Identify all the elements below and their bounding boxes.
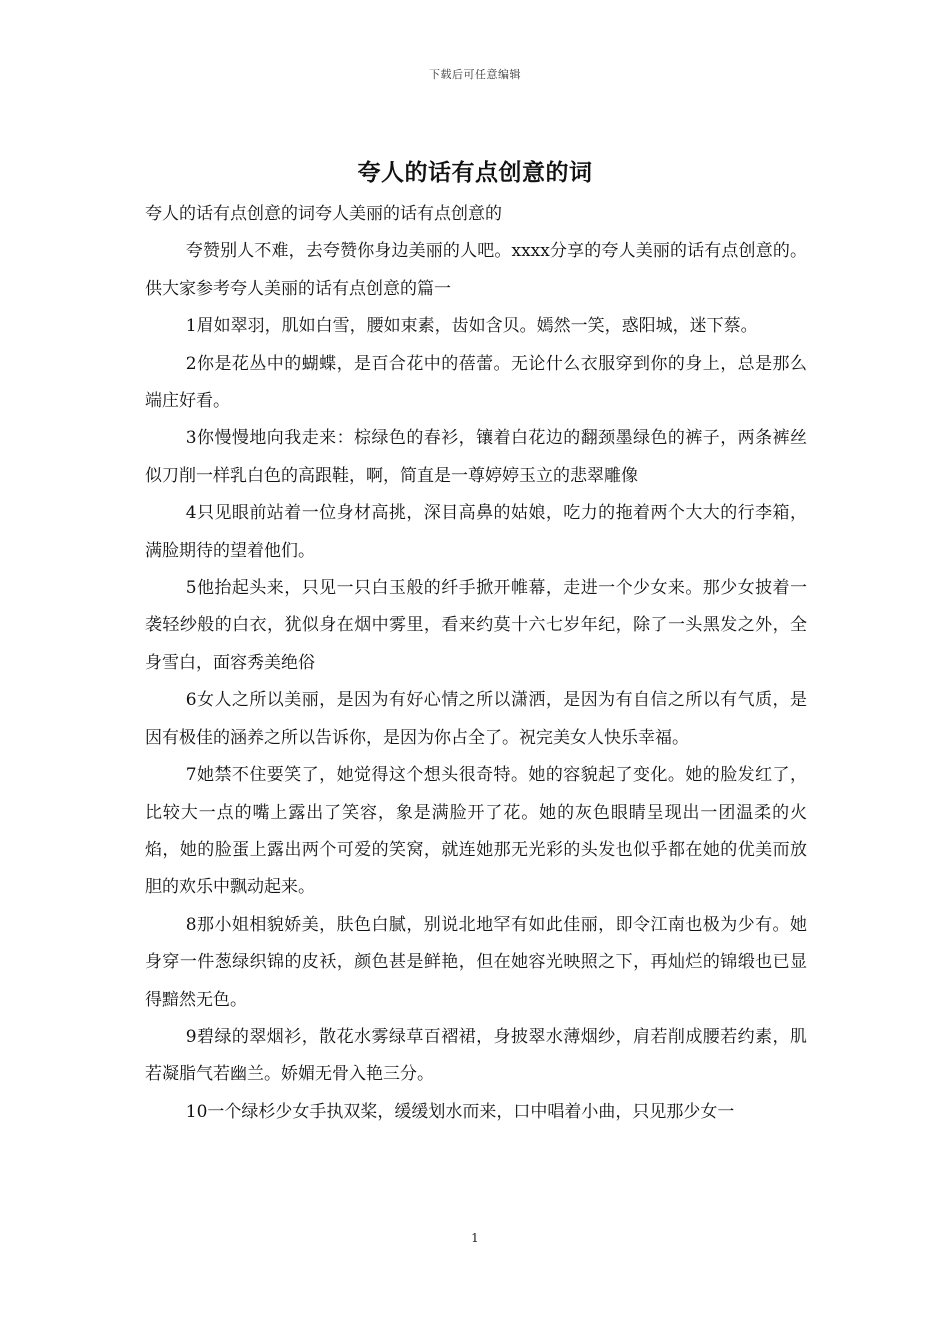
document-title: 夸人的话有点创意的词 [357, 159, 593, 186]
paragraph-subtitle: 夸人的话有点创意的词夸人美丽的话有点创意的 [145, 204, 502, 224]
paragraph-item-10: 10一个绿杉少女手执双桨，缓缓划水而来，口中唱着小曲，只见那少女一 [185, 1101, 735, 1122]
paragraph-item-9: 9碧绿的翠烟衫，散花水雾绿草百褶裙，身披翠水薄烟纱，肩若削成腰若约素，肌若凝脂气若幽兰。娇媚无骨入艳三分。 [145, 1026, 807, 1085]
paragraph-item-2: 2你是花丛中的蝴蝶，是百合花中的蓓蕾。无论什么衣服穿到你的身上，总是那么端庄好看。 [145, 353, 807, 412]
paragraph-item-7: 7她禁不住要笑了，她觉得这个想头很奇特。她的容貌起了变化。她的脸发红了，比较大一点的嘴上露出了笑容，象是满脸开了花。她的灰色眼睛呈现出一团温柔的火焰，她的脸蛋上露出两个可爱的笑窝，就连她那无光彩的头发也似乎都在她的优美而放胆的欢乐中飘动起来。 [145, 765, 807, 898]
paragraph-item-6: 6女人之所以美丽，是因为有好心情之所以潇洒，是因为有自信之所以有气质，是因有极佳的涵养之所以告诉你，是因为你占全了。祝完美女人快乐幸福。 [145, 690, 807, 748]
page-number: 1 [471, 1231, 479, 1245]
paragraph-item-4: 4只见眼前站着一位身材高挑，深目高鼻的姑娘，吃力的拖着两个大大的行李箱，满脸期待的望着他们。 [145, 503, 807, 561]
paragraph-item-3: 3你慢慢地向我走来：棕绿色的春衫，镶着白花边的翻颈墨绿色的裤子，两条裤丝似刀削一样乳白色的高跟鞋，啊，简直是一尊婷婷玉立的悲翠雕像 [145, 428, 807, 486]
document-body [145, 196, 807, 1131]
paragraph-item-1: 1眉如翠羽，肌如白雪，腰如束素，齿如含贝。嫣然一笑，惑阳城，迷下蔡。 [185, 316, 758, 337]
paragraph-item-8: 8那小姐相貌娇美，肤色白腻，别说北地罕有如此佳丽，即令江南也极为少有。她身穿一件葱绿织锦的皮袄，颜色甚是鲜艳，但在她容光映照之下，再灿烂的锦缎也已显得黯然无色。 [145, 914, 807, 1010]
paragraph-intro: 夸赞别人不难，去夸赞你身边美丽的人吧。xxxx分享的夸人美丽的话有点创意的。供大家参考夸人美丽的话有点创意的篇一 [145, 241, 807, 299]
header-note: 下载后可任意编辑 [429, 68, 521, 81]
paragraph-item-5: 5他抬起头来，只见一只白玉般的纤手掀开帷幕，走进一个少女来。那少女披着一袭轻纱般的白衣，犹似身在烟中雾里，看来约莫十六七岁年纪，除了一头黑发之外，全身雪白，面容秀美绝俗 [145, 578, 807, 673]
